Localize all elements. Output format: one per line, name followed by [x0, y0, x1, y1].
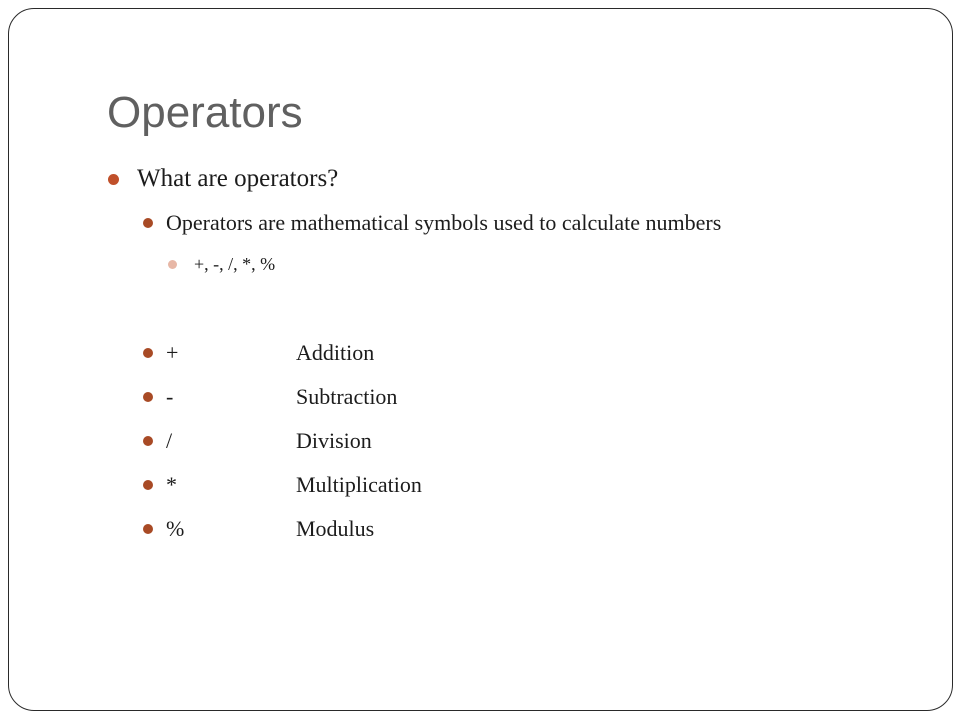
operator-item-addition — [143, 338, 374, 368]
operator-item-multiplication — [143, 470, 422, 500]
operator-symbol: / — [166, 428, 173, 453]
bullet-dot-icon — [108, 174, 119, 185]
operator-name: Division — [296, 428, 372, 453]
operator-symbol: * — [166, 472, 177, 497]
bullet-text: Operators are mathematical symbols used to calculate numbers — [166, 210, 722, 235]
operator-name: Multiplication — [296, 472, 422, 497]
bullet-text: +, -, /, *, % — [194, 253, 276, 274]
slide-title: Operators — [107, 88, 303, 137]
bullet-dot-icon — [143, 436, 153, 446]
bullet-dot-icon — [143, 218, 153, 228]
operator-symbol: + — [166, 340, 179, 365]
bullet-dot-icon — [168, 260, 177, 269]
bullet-dot-icon — [143, 348, 153, 358]
operator-name: Subtraction — [296, 384, 398, 409]
operator-item-modulus — [143, 514, 374, 544]
operator-name: Addition — [296, 340, 375, 365]
bullet-dot-icon — [143, 524, 153, 534]
bullet-dot-icon — [143, 480, 153, 490]
operator-item-division — [143, 426, 372, 456]
bullet-item-level1 — [108, 164, 338, 194]
operator-symbol: % — [166, 516, 185, 541]
bullet-item-level2 — [143, 208, 721, 238]
operator-symbol: - — [166, 384, 174, 409]
bullet-item-level3 — [168, 251, 275, 277]
operator-name: Modulus — [296, 516, 375, 541]
operator-item-subtraction — [143, 382, 397, 412]
bullet-text: What are operators? — [137, 165, 339, 192]
bullet-dot-icon — [143, 392, 153, 402]
